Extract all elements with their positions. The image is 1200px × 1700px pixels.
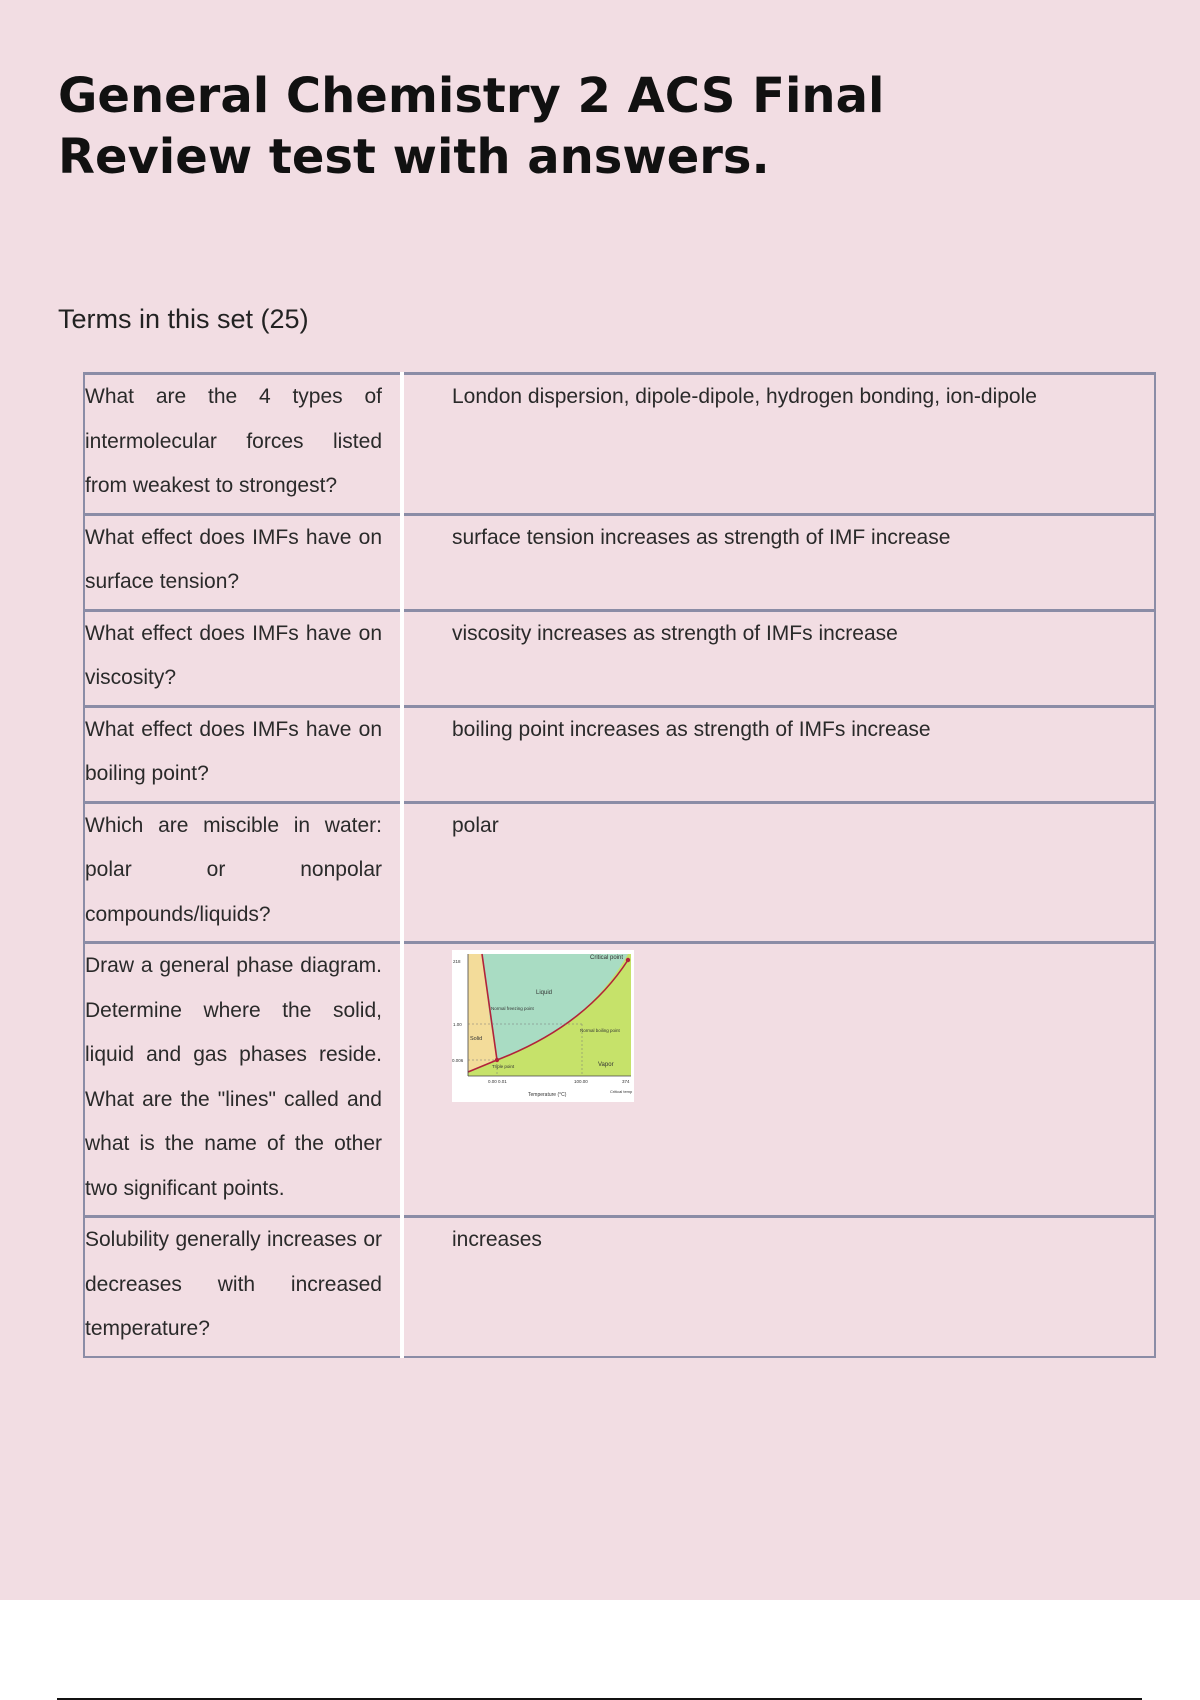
definition-cell: London dispersion, dipole-dipole, hydrogen bonding, ion-dipole [452, 385, 1037, 408]
tick-x-3: 374 [622, 1079, 630, 1084]
table-row [84, 706, 1155, 802]
table-row [84, 610, 1155, 706]
label-liquid: Liquid [536, 990, 553, 996]
critical-point-marker [626, 958, 630, 962]
term-cell: Which are miscible in water: polar or nonpolar compounds/liquids? [84, 802, 402, 943]
table-row [84, 802, 1155, 943]
tick-y-3: 0.006 [452, 1058, 464, 1063]
triple-point-marker [495, 1058, 499, 1062]
definition-cell: surface tension increases as strength of IMF increase [452, 525, 951, 549]
term-cell: Solubility generally increases or decreases with increased temperature? [84, 1217, 402, 1357]
label-vapor: Vapor [598, 1062, 614, 1068]
tick-y-1: 218 [453, 959, 461, 964]
table-row [84, 1217, 1155, 1357]
label-x-axis: Temperature (°C) [528, 1092, 567, 1098]
terms-count-heading: Terms in this set (25) [58, 304, 309, 334]
label-solid: Solid [470, 1036, 483, 1042]
term-cell: What effect does IMFs have on boiling point? [84, 706, 402, 802]
label-critical-point: Critical point [590, 955, 624, 961]
term-cell: Draw a general phase diagram. Determine where the solid, liquid and gas phases reside. What are the "lines" called and what is the name of the other two significant points. [84, 943, 402, 1217]
term-cell: What effect does IMFs have on viscosity? [84, 610, 402, 706]
definition-cell: viscosity increases as strength of IMFs increase [452, 621, 898, 645]
tick-x-1: 0.00 0.01 [488, 1079, 507, 1084]
label-triple-point: Triple point [492, 1064, 515, 1069]
label-normal-freezing-point: Normal freezing point [491, 1006, 534, 1011]
term-cell: What are the 4 types of intermolecular forces listed from weakest to strongest? [84, 374, 402, 515]
tick-x-2: 100.00 [574, 1079, 588, 1084]
definition-cell: polar [452, 813, 499, 837]
table-row [84, 943, 1155, 1217]
term-cell: What effect does IMFs have on surface tension? [84, 514, 402, 610]
definition-cell: boiling point increases as strength of IMFs increase [452, 717, 931, 741]
phase-diagram-image [452, 950, 634, 1102]
terms-table [83, 372, 1156, 1358]
table-row [84, 514, 1155, 610]
definition-cell-phase-diagram [402, 943, 1155, 1217]
table-row [84, 374, 1155, 515]
label-critical-temperature: Critical temp [610, 1089, 633, 1094]
label-normal-boiling-point: Normal boiling point [580, 1028, 620, 1033]
definition-cell: increases [452, 1228, 542, 1251]
document-title: General Chemistry 2 ACS Final Review test with answers. [58, 68, 885, 185]
tick-y-2: 1.00 [453, 1022, 462, 1027]
